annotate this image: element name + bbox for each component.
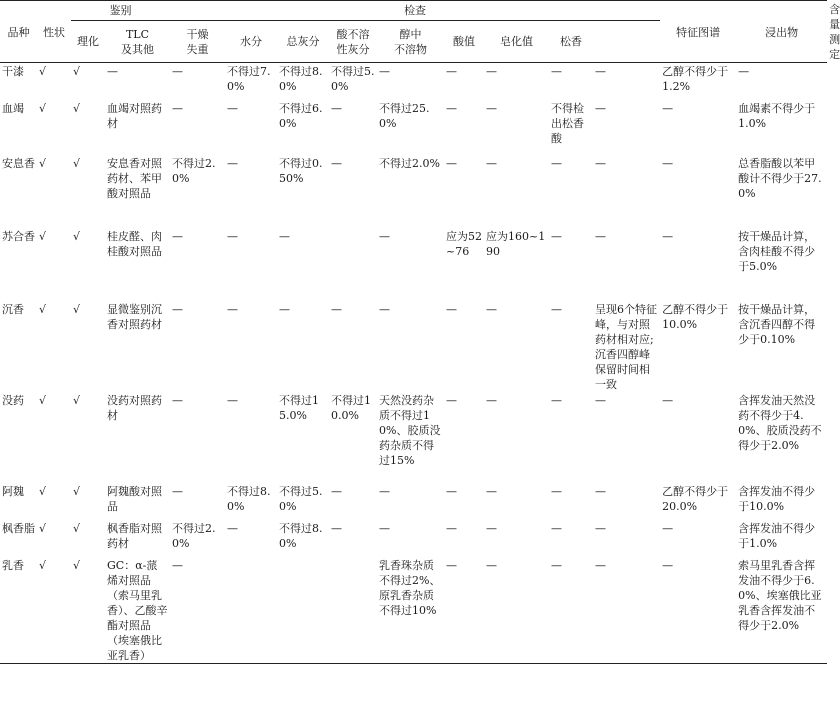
cell-assay: 血竭素不得少于1.0% [738, 101, 816, 130]
cell-moisture: — [227, 521, 238, 535]
table-body [0, 63, 827, 664]
cell-total-ash: 不得过0.50% [279, 156, 323, 185]
cell-saponification-value: — [486, 558, 497, 572]
cell-assay: 含挥发油不得少于1.0% [738, 521, 816, 550]
cell-trait: √ [39, 156, 47, 170]
cell-rosin: — [551, 393, 562, 407]
cell-variety: 没药 [2, 393, 24, 407]
cell-trait: √ [39, 302, 47, 316]
cell-loss-on-drying: — [172, 65, 183, 78]
table-row [0, 63, 827, 100]
cell-alcohol-insoluble: — [379, 302, 390, 316]
cell-variety: 苏合香 [2, 229, 35, 243]
cell-fingerprint: 呈现6个特征峰，与对照药材相对应;沉香四醇峰保留时间相一致 [595, 302, 657, 391]
cell-physico: √ [73, 393, 81, 407]
header-trait: 性状 [43, 25, 65, 39]
cell-acid-value: — [446, 484, 457, 498]
cell-moisture: 不得过7.0% [227, 65, 271, 93]
cell-fingerprint: — [595, 229, 606, 243]
table-header: 品种 性状 鉴别 检查 特征图谱 浸出物 含量测定 理化 TLC 及其他 干燥 失重 水分 总灰分 酸不溶 性灰分 醇中 不溶物 酸值 皂化值 松香 [0, 1, 827, 63]
cell-trait: √ [39, 484, 47, 498]
cell-trait: √ [39, 393, 47, 407]
cell-assay: 含挥发油天然没药不得少于4.0%、胶质没药不得少于2.0% [738, 393, 822, 452]
cell-loss-on-drying: 不得过2.0% [172, 156, 216, 185]
cell-acid-insoluble-ash [329, 557, 377, 664]
cell-total-ash: — [279, 229, 290, 243]
cell-total-ash: — [279, 302, 290, 316]
cell-variety: 干漆 [2, 65, 24, 78]
cell-acid-insoluble-ash: 不得过10.0% [331, 393, 371, 422]
cell-total-ash: 不得过5.0% [279, 484, 323, 513]
cell-loss-on-drying: — [172, 101, 183, 115]
cell-assay: 按干燥品计算，含沉香四醇不得少于0.10% [738, 302, 816, 346]
cell-acid-value: 应为52~76 [446, 229, 482, 258]
cell-physico: √ [73, 156, 81, 170]
cell-fingerprint: — [595, 65, 606, 78]
cell-physico: √ [73, 65, 81, 78]
table-row [0, 228, 827, 301]
header-inspection-group: 检查 [170, 1, 660, 21]
cell-acid-value: — [446, 558, 457, 572]
cell-acid-insoluble-ash: — [331, 302, 342, 316]
cell-alcohol-insoluble: 不得过2.0% [379, 156, 440, 170]
cell-alcohol-insoluble: 天然没药杂质不得过10%、胶质没药杂质不得过15% [379, 393, 441, 467]
cell-loss-on-drying: — [172, 393, 183, 407]
header-saponification-value: 皂化值 [500, 35, 533, 49]
table-row [0, 483, 827, 520]
cell-acid-insoluble-ash [329, 228, 377, 301]
cell-total-ash: 不得过6.0% [279, 101, 323, 130]
header-acid-insoluble-ash: 酸不溶 性灰分 [336, 27, 370, 56]
cell-saponification-value: — [486, 521, 497, 535]
cell-physico: √ [73, 229, 81, 243]
cell-acid-insoluble-ash: — [331, 521, 342, 535]
header-fingerprint: 特征图谱 [676, 25, 721, 39]
cell-loss-on-drying: — [172, 229, 183, 243]
cell-loss-on-drying: 不得过2.0% [172, 521, 216, 550]
cell-rosin: — [551, 302, 562, 316]
cell-extract: — [662, 521, 674, 535]
cell-variety: 血竭 [2, 101, 24, 115]
cell-loss-on-drying: — [172, 558, 183, 572]
cell-physico: √ [73, 101, 81, 115]
cell-moisture: — [227, 393, 238, 407]
cell-trait: √ [39, 65, 47, 78]
cell-saponification-value: — [486, 484, 497, 498]
header-moisture: 水分 [240, 35, 262, 49]
cell-acid-insoluble-ash: — [331, 156, 342, 170]
cell-alcohol-insoluble: — [379, 484, 390, 498]
cell-loss-on-drying: — [172, 302, 183, 316]
cell-total-ash [277, 557, 329, 664]
cell-loss-on-drying: — [172, 484, 183, 498]
cell-acid-value: — [446, 393, 457, 407]
table-row [0, 100, 827, 155]
cell-rosin: — [551, 484, 562, 498]
cell-acid-value: — [446, 101, 457, 115]
cell-assay: 含挥发油不得少于10.0% [738, 484, 816, 513]
header-acid-value: 酸值 [453, 35, 475, 49]
cell-variety: 阿魏 [2, 484, 24, 498]
cell-physico: √ [73, 484, 81, 498]
cell-variety: 安息香 [2, 156, 35, 170]
header-physico: 理化 [77, 35, 99, 49]
cell-extract: 乙醇不得少于1.2% [662, 65, 729, 93]
cell-assay: — [738, 65, 750, 78]
cell-trait: √ [39, 558, 47, 572]
cell-trait: √ [39, 521, 47, 535]
cell-assay: 索马里乳香含挥发油不得少于6.0%、埃塞俄比亚乳香含挥发油不得少于2.0% [738, 558, 822, 632]
cell-saponification-value: — [486, 302, 497, 316]
cell-moisture: — [227, 156, 238, 170]
cell-moisture [225, 557, 277, 664]
header-total-ash: 总灰分 [286, 35, 320, 49]
cell-moisture: 不得过8.0% [227, 484, 271, 513]
cell-rosin: — [551, 65, 562, 78]
cell-tlc: 安息香对照药材、苯甲酸对照品 [107, 156, 162, 200]
cell-fingerprint: — [595, 156, 606, 170]
cell-fingerprint: — [595, 101, 606, 115]
cell-physico: √ [73, 521, 81, 535]
cell-physico: √ [73, 558, 81, 572]
cell-tlc: 枫香脂对照药材 [107, 521, 162, 550]
cell-rosin: — [551, 156, 562, 170]
cell-moisture: — [227, 229, 238, 243]
cell-extract: 乙醇不得少于10.0% [662, 302, 729, 331]
cell-acid-insoluble-ash: 不得过5.0% [331, 65, 375, 93]
cell-acid-insoluble-ash: — [331, 101, 342, 115]
cell-extract: — [662, 558, 674, 572]
cell-tlc: 血竭对照药材 [107, 101, 162, 130]
cell-acid-value: — [446, 521, 457, 535]
header-extract: 浸出物 [765, 25, 799, 39]
cell-saponification-value: — [486, 101, 497, 115]
cell-acid-value: — [446, 65, 457, 78]
cell-saponification-value: — [486, 156, 497, 170]
cell-total-ash: 不得过15.0% [279, 393, 319, 422]
cell-total-ash: 不得过8.0% [279, 521, 323, 550]
cell-acid-insoluble-ash: — [331, 484, 342, 498]
cell-alcohol-insoluble: — [379, 521, 390, 535]
cell-variety: 乳香 [2, 558, 24, 572]
cell-tlc: 没药对照药材 [107, 393, 162, 422]
cell-acid-value: — [446, 302, 457, 316]
header-variety: 品种 [7, 25, 30, 39]
cell-rosin: — [551, 558, 562, 572]
cell-assay: 总香脂酸以苯甲酸计不得少于27.0% [738, 156, 822, 200]
table-row [0, 392, 827, 483]
table-row [0, 155, 827, 228]
table-row [0, 520, 827, 557]
header-alcohol-insoluble: 醇中 不溶物 [394, 27, 427, 56]
header-rosin: 松香 [560, 35, 582, 49]
cell-alcohol-insoluble: 不得过25.0% [379, 101, 430, 130]
cell-saponification-value: — [486, 393, 497, 407]
cell-extract: — [662, 101, 674, 115]
cell-extract: — [662, 229, 674, 243]
cell-moisture: — [227, 101, 238, 115]
cell-saponification-value: 应为160~190 [486, 229, 546, 258]
cell-variety: 沉香 [2, 302, 24, 316]
cell-tlc: — [107, 65, 118, 78]
cell-fingerprint: — [595, 393, 606, 407]
cell-acid-value: — [446, 156, 457, 170]
cell-assay: 按干燥品计算，含肉桂酸不得少于5.0% [738, 229, 816, 273]
cell-fingerprint: — [595, 558, 606, 572]
cell-tlc: 桂皮醛、肉桂酸对照品 [107, 229, 162, 258]
table-row [0, 301, 827, 392]
cell-alcohol-insoluble: — [379, 65, 390, 78]
header-tlc: TLC 及其他 [121, 27, 154, 56]
cell-saponification-value: — [486, 65, 497, 78]
header-identification-group: 鉴别 [71, 1, 170, 21]
cell-moisture: — [227, 302, 238, 316]
cell-total-ash: 不得过8.0% [279, 65, 323, 93]
cell-tlc: 阿魏酸对照品 [107, 484, 162, 513]
cell-rosin: — [551, 229, 562, 243]
cell-fingerprint: — [595, 521, 606, 535]
cell-rosin: 不得检出松香酸 [551, 101, 584, 145]
cell-fingerprint: — [595, 484, 606, 498]
cell-tlc: 显微鉴别沉香对照药材 [107, 302, 162, 331]
cell-extract: — [662, 393, 674, 407]
cell-alcohol-insoluble: — [379, 229, 390, 243]
cell-variety: 枫香脂 [2, 521, 35, 535]
table-row [0, 557, 827, 664]
cell-rosin: — [551, 521, 562, 535]
cell-trait: √ [39, 229, 47, 243]
cell-alcohol-insoluble: 乳香珠杂质不得过2%、原乳香杂质不得过10% [379, 558, 441, 617]
header-loss-on-drying: 干燥 失重 [186, 27, 209, 56]
cell-extract: 乙醇不得少于20.0% [662, 484, 729, 513]
cell-trait: √ [39, 101, 47, 115]
cell-tlc: GC：α-蒎烯对照品（索马里乳香）、乙酸辛酯对照品（埃塞俄比亚乳香） [107, 558, 168, 662]
cell-extract: — [662, 156, 674, 170]
cell-physico: √ [73, 302, 81, 316]
